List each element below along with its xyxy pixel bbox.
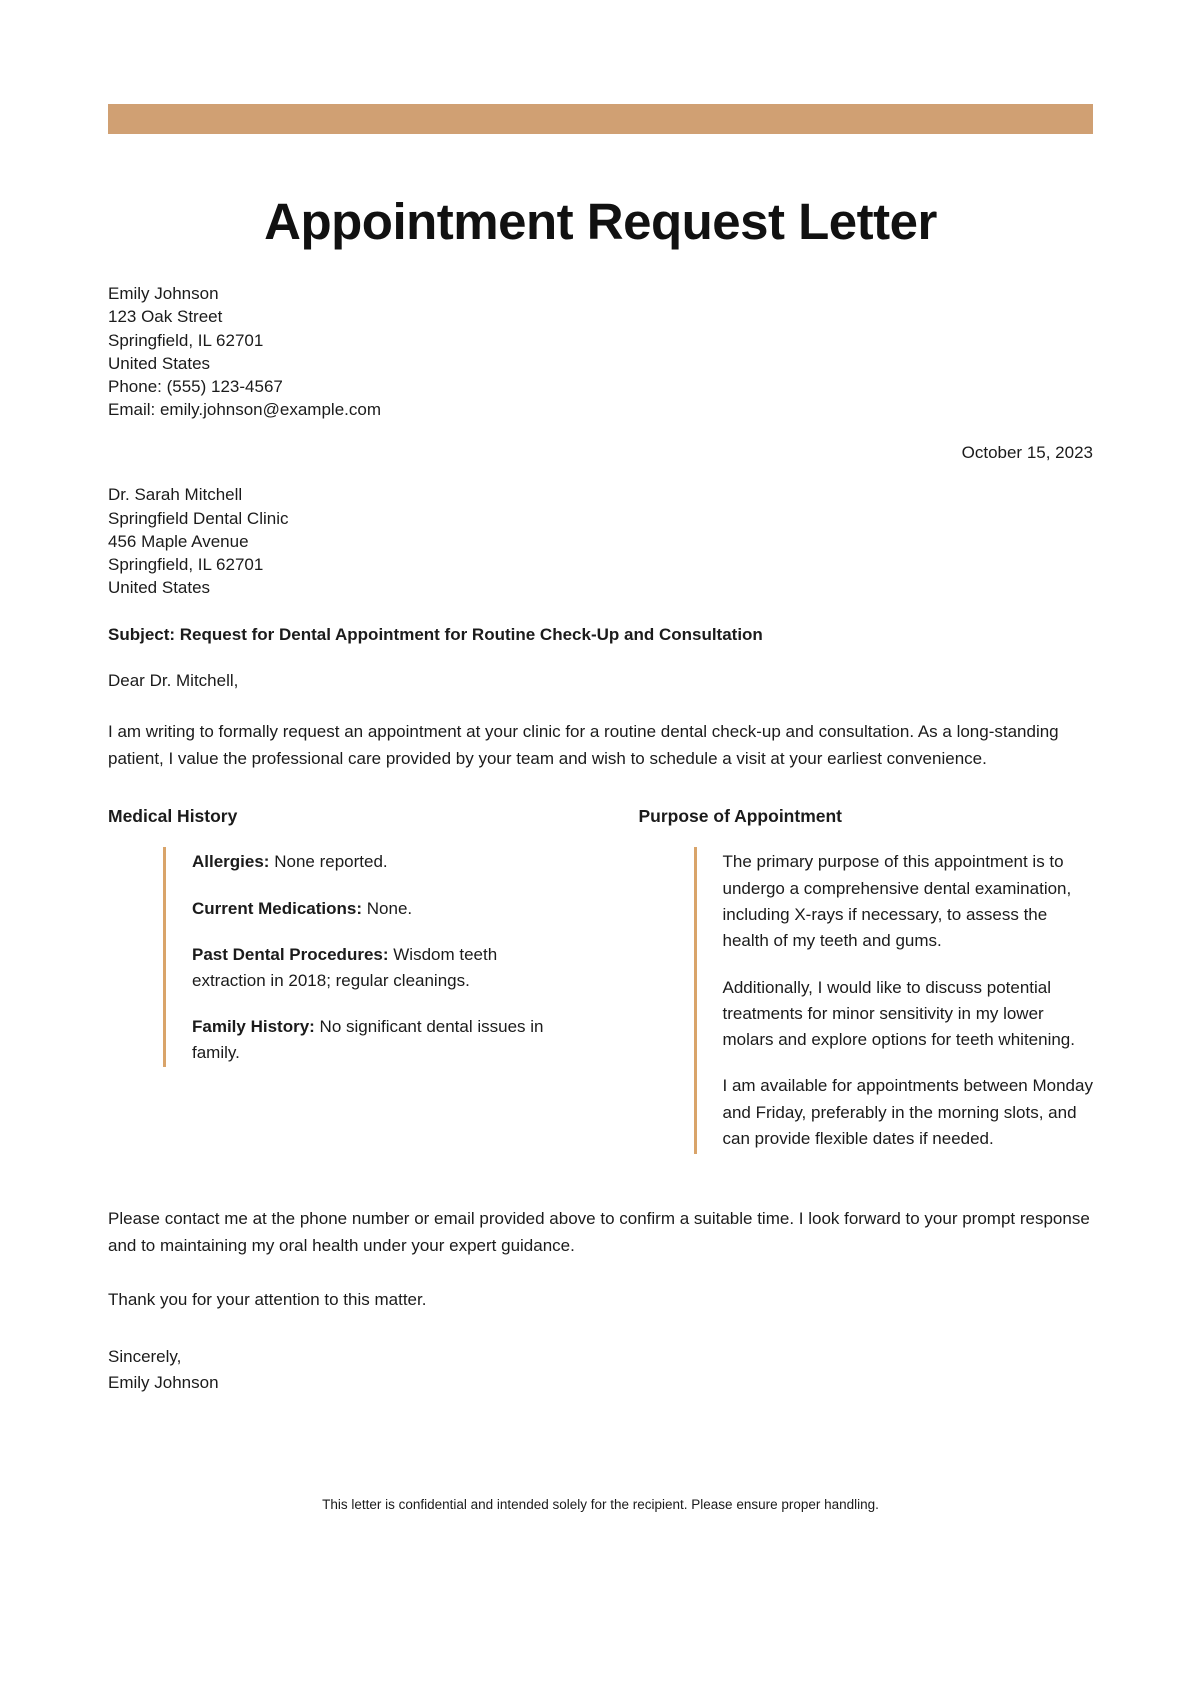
medical-history-item-label: Past Dental Procedures:	[192, 945, 389, 965]
purpose-paragraph: Additionally, I would like to discuss potential treatments for minor sensitivity in my lower molars and explore options for teeth whitening.	[722, 977, 1075, 1050]
page-title: Appointment Request Letter	[264, 193, 937, 250]
recipient-address-line: Springfield Dental Clinic	[108, 508, 289, 528]
intro-paragraph: I am writing to formally request an appointment at your clinic for a routine dental check-up and consultation. As a long-standing patient, I value the professional care provided by your team and wish to schedule a visit at your earliest convenience.	[108, 722, 1059, 768]
medical-history-item	[192, 849, 563, 875]
sender-address-line: Springfield, IL 62701	[108, 330, 264, 350]
thanks-paragraph: Thank you for your attention to this matter.	[108, 1290, 427, 1310]
purpose-paragraph: The primary purpose of this appointment is to undergo a comprehensive dental examination, including X-rays if necessary, to assess the health of my teeth and gums.	[722, 852, 1072, 951]
medical-history-heading: Medical History	[108, 806, 238, 827]
medical-history-section	[108, 806, 563, 1067]
medical-history-item-label: Family History:	[192, 1017, 315, 1037]
signature-block	[108, 1344, 1093, 1397]
sender-address	[108, 282, 1093, 421]
medical-history-item-text: Wisdom teeth extraction in 2018; regular cleanings.	[192, 945, 498, 990]
medical-history-item-text: None reported.	[274, 852, 388, 872]
medical-history-item	[192, 1014, 563, 1065]
closing-paragraph: Please contact me at the phone number or email provided above to confirm a suitable time. I look forward to your prompt response and to maintaining my oral health under your expert guidance.	[108, 1209, 1090, 1255]
subject-line: Subject: Request for Dental Appointment for Routine Check-Up and Consultation	[108, 625, 763, 645]
salutation: Dear Dr. Mitchell,	[108, 671, 239, 691]
accent-bar	[108, 104, 1093, 134]
recipient-address-line: 456 Maple Avenue	[108, 531, 249, 551]
sender-address-line: Emily Johnson	[108, 284, 219, 304]
purpose-section	[639, 806, 1094, 1154]
sender-address-line: United States	[108, 353, 211, 373]
medical-history-item-label: Allergies:	[192, 852, 270, 872]
recipient-address	[108, 483, 1093, 599]
recipient-address-line: Dr. Sarah Mitchell	[108, 485, 243, 505]
medical-history-item	[192, 896, 563, 922]
sender-address-line: Email: emily.johnson@example.com	[108, 400, 381, 420]
sender-address-line: 123 Oak Street	[108, 307, 223, 327]
signoff: Sincerely,	[108, 1346, 182, 1366]
sender-address-line: Phone: (555) 123-4567	[108, 376, 283, 396]
purpose-paragraph: I am available for appointments between Monday and Friday, preferably in the morning slots, and can provide flexible dates if needed.	[722, 1076, 1093, 1148]
letter-date: October 15, 2023	[961, 443, 1093, 463]
medical-history-quote	[163, 847, 563, 1067]
medical-history-item-label: Current Medications:	[192, 898, 363, 918]
signature: Emily Johnson	[108, 1373, 219, 1393]
medical-history-item	[192, 942, 563, 993]
two-column-section	[108, 806, 1093, 1154]
purpose-quote	[694, 847, 1094, 1154]
medical-history-item-text: No significant dental issues in family.	[192, 1017, 544, 1062]
recipient-address-line: Springfield, IL 62701	[108, 554, 264, 574]
confidentiality-footer: This letter is confidential and intended solely for the recipient. Please ensure proper handling.	[322, 1496, 879, 1512]
recipient-address-line: United States	[108, 578, 211, 598]
medical-history-item-text: None.	[366, 898, 413, 918]
purpose-heading: Purpose of Appointment	[638, 806, 843, 827]
